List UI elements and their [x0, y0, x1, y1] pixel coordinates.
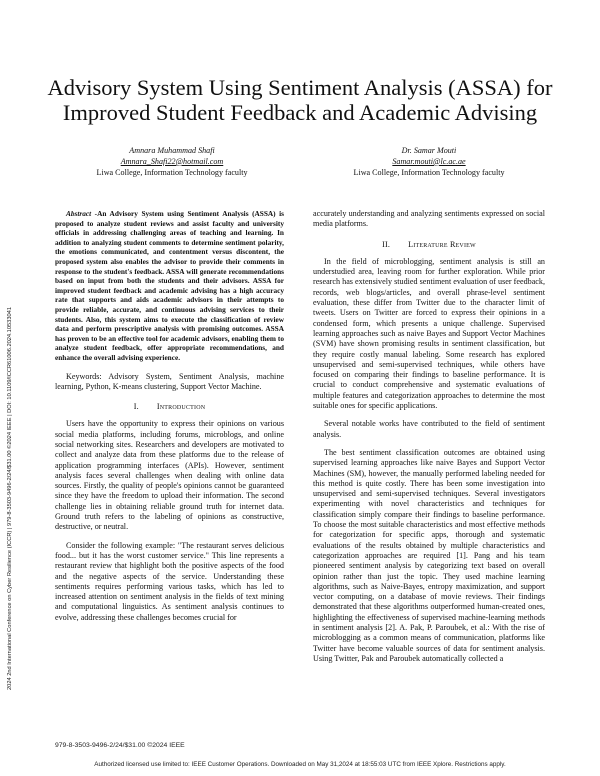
side-doi-banner: 2024 2nd International Conference on Cyber Resilience (ICCR) | 979-8-3503-9496-2/24/$31.00 ©2024 IEEE | DOI: 10.1109/ICCR61006.2024.10533041: [7, 307, 13, 690]
literature-paragraph-2: Several notable works have contributed to the field of sentiment analysis.: [313, 419, 545, 439]
author-2-email[interactable]: Samar.mouti@lc.ac.ae: [392, 156, 466, 166]
author-1-name: Amnara Muhammad Shafi: [129, 146, 215, 155]
keywords: Keywords: Advisory System, Sentiment Analysis, machine learning, Python, K-means clustering, Support Vector Machine.: [55, 371, 284, 391]
intro-paragraph-1: Users have the opportunity to express their opinions on various social media platforms, including forums, microblogs, and online social networking sites. Researchers and developers are motivated to collect and analyze data from these platforms due to the release of application programming interfaces (APIs). However, sentiment analysis faces several challenges when dealing with online data sources. Firstly, the quality of people's opinions cannot be guaranteed since they have the freedom to upload their information. The second challenge lies in obtaining reliable ground truth for internet data. Ground truth refers to the labeling of opinions as constructive, destructive, or neutral.: [55, 419, 284, 532]
section-1-title: Introduction: [156, 402, 206, 412]
author-2: [319, 146, 539, 178]
author-1: [62, 146, 282, 178]
author-2-name: Dr. Samar Mouti: [401, 146, 457, 155]
intro-paragraph-continued: accurately understanding and analyzing sentiments expressed on social media platforms.: [313, 209, 545, 229]
license-footer: Authorized licensed use limited to: IEEE Customer Operations. Downloaded on May 31,2024 at 18:55:03 UTC from IEEE Xplore. Restrictions apply.: [94, 761, 506, 768]
section-heading-introduction: [55, 402, 284, 412]
copyright-line: 979-8-3503-9496-2/24/$31.00 ©2024 IEEE: [55, 742, 185, 749]
author-2-affiliation: Liwa College, Information Technology faculty: [353, 167, 505, 177]
author-1-email[interactable]: Amnara_Shafi22@hotmail.com: [120, 156, 224, 166]
abstract-text: -An Advisory System using Sentiment Analysis (ASSA) is proposed to analyze student reviews and assist faculty and university officials in addressing challenging areas of teaching and learning. In addition to analyzing student comments to determine sentiment polarity, the emotions communicated, and contentment versus discontent, the proposed system also enables the advisor to provide their comments in response to the student's feedback. ASSA will generate recommendations based on input from both the students and their advisors. ASSA for improved student feedback and academic advising has a high accuracy rate that supports and aids academic advisors in their attempts to provide reliable, accurate, and continuous advising services to their students. Also, this system aims to execute the classification of review data and perform prescriptive analysis with promising outcomes. ASSA has proven to be an effective tool for academic advisors, enabling them to analyze student feedback, offer appropriate recommendations, and enhance the overall advising experience.: [55, 209, 284, 362]
literature-paragraph-3: The best sentiment classification outcomes are obtained using supervised learning approaches like naive Bayes and Support Vector Machines (SM), however, the manually performed labeling needed for this method is quite costly. There has been some investigation into unsupervised and semi-supervised techniques. Several investigators experimenting with novel characteristics and techniques for classification simply compare their findings to baseline performance. To choose the most suitable characteristics and most effective methods for categorization for specific apps, thorough and systematic evaluations of the results obtained by multiple characteristics and categorization approaches are required [1]. Pang and his team pioneered sentiment analysis by categorizing text based on overall opinion rather than just the topic. They used machine learning algorithms, such as Naive-Bayes, entropy maximization, and support vector computing, on a database of movie reviews. Their findings demonstrated that these algorithms outperformed human-created ones, highlighting the effectiveness of supervised machine-learning methods in sentiment analysis [2]. A. Pak, P. Paroubek, et al.: With the rise of microblogging as a common means of communication, platforms like Twitter have become valuable sources of data for sentiment analysis. Using Twitter, Pak and Paroubek automatically collected a: [313, 447, 545, 663]
section-2-number: II.: [382, 239, 391, 249]
abstract: [55, 209, 284, 363]
literature-paragraph-1: In the field of microblogging, sentiment analysis is still an understudied area, leaving room for further exploration. While prior research has extensively studied sentiment evaluation of user feedback, records, web blogs/articles, and overall phrase-level sentiment evaluation, these differ from Twitter due to the character limit of tweets. Users on Twitter are forced to express their opinions in a condensed form, which presents a unique challenge. Supervised learning approaches such as naive Bayes and Support Vector Machines (SVM) have shown promising results in sentiment classification, but they require costly manual labeling. Some research has explored unsupervised and semi-supervised techniques, while others have focused on comparing their findings to baseline performance. It is crucial to conduct comprehensive and systematic evaluations of multiple features and categorization approaches to determine the most suitable ones for specific applications.: [313, 256, 545, 411]
author-1-affiliation: Liwa College, Information Technology faculty: [96, 167, 248, 177]
left-column: [55, 209, 284, 623]
section-1-number: I.: [133, 402, 139, 412]
abstract-label: Abstract: [66, 209, 92, 218]
right-column: [313, 209, 545, 664]
section-2-title: Literature Review: [408, 239, 476, 249]
section-heading-literature-review: [313, 240, 545, 250]
paper-title: Advisory System Using Sentiment Analysis (ASSA) for Improved Student Feedback and Academic Advising: [47, 75, 553, 125]
intro-paragraph-2: Consider the following example: "The restaurant serves delicious food... but it has the worst customer service." This line represents a restaurant review that highlight both the positive aspects of the food and the negative aspects of the service. Understanding these sentiments requires performing various tasks, which has led to increased attention on sentiment analysis in the fields of text mining and computational linguistics. As sentiment analysis continues to evolve, addressing these challenges becomes crucial for: [55, 540, 284, 622]
